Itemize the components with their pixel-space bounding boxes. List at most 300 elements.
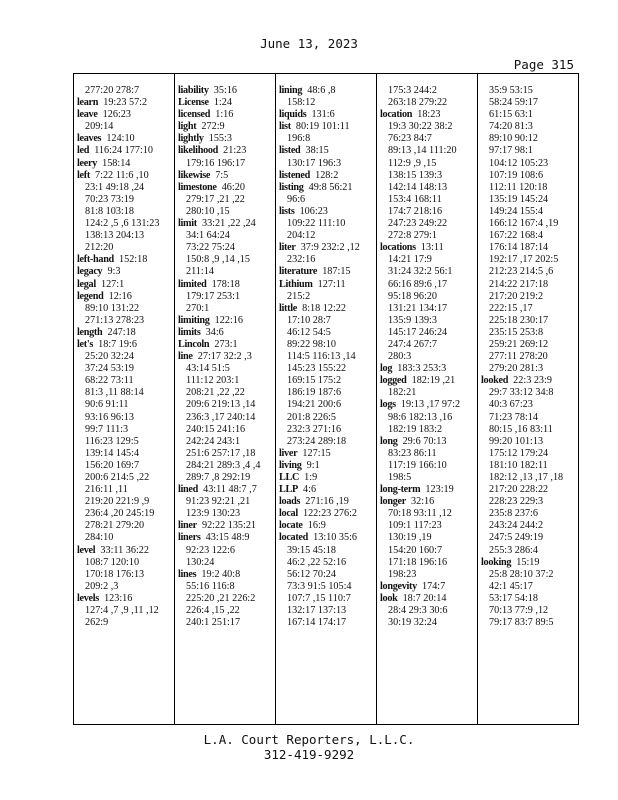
index-entry <box>77 97 174 109</box>
index-term: local <box>279 508 298 520</box>
index-entry <box>279 145 376 157</box>
index-references: 8:18 12:22 <box>302 302 346 314</box>
index-term: legal <box>77 278 96 290</box>
index-entry <box>77 279 174 291</box>
index-continuation <box>279 424 376 436</box>
index-references: 43:14 51:5 <box>186 363 230 375</box>
index-entry <box>279 170 376 182</box>
index-continuation <box>380 97 477 109</box>
index-continuation <box>380 448 477 460</box>
index-references: 243:24 244:2 <box>489 520 544 532</box>
index-entry <box>279 109 376 121</box>
index-continuation <box>481 242 578 254</box>
index-references: 255:3 286:4 <box>489 544 538 556</box>
index-continuation <box>77 436 174 448</box>
index-continuation <box>77 532 174 544</box>
index-continuation <box>380 85 477 97</box>
index-references: 198:5 <box>388 472 412 483</box>
index-continuation <box>77 617 174 629</box>
index-references: 208:21 ,22 ,22 <box>186 387 245 399</box>
index-continuation <box>481 170 578 182</box>
index-references: 117:19 166:10 <box>388 459 447 471</box>
index-references: 153:4 168:11 <box>388 193 442 205</box>
index-references: 111:12 203:1 <box>186 375 240 387</box>
index-term: left-hand <box>77 254 114 266</box>
index-references: 175:3 244:2 <box>388 85 437 96</box>
index-term: liability <box>178 85 209 96</box>
index-references: 273:24 289:18 <box>287 435 347 447</box>
index-references: 56:12 70:24 <box>287 568 336 580</box>
index-continuation <box>178 508 275 520</box>
index-term: likelihood <box>178 145 219 157</box>
index-term: listened <box>279 169 310 181</box>
index-references: 74:20 81:3 <box>489 121 533 133</box>
index-continuation <box>178 545 275 557</box>
index-term: limits <box>178 326 201 338</box>
index-continuation <box>380 460 477 472</box>
index-entry <box>178 218 275 230</box>
reporter-footer <box>0 732 618 762</box>
index-references: 139:14 145:4 <box>85 447 140 459</box>
index-references: 135:19 145:24 <box>489 193 549 205</box>
index-entry <box>178 532 275 544</box>
index-references: 79:17 83:7 89:5 <box>489 617 554 629</box>
index-term: level <box>77 544 96 556</box>
index-references: 279:20 281:3 <box>489 363 544 375</box>
index-continuation <box>481 230 578 242</box>
index-references: 187:15 <box>322 266 351 278</box>
index-term: liquids <box>279 109 307 121</box>
index-references: 25:8 28:10 37:2 <box>489 568 554 580</box>
index-term: lined <box>178 484 199 496</box>
index-references: 19:2 40:8 <box>201 568 241 580</box>
index-references: 166:12 167:4 ,19 <box>489 218 559 230</box>
index-references: 95:18 96:20 <box>388 290 437 302</box>
index-references: 127:4 ,7 ,9 ,11 ,12 <box>85 605 159 617</box>
index-references: 108:7 120:10 <box>85 556 140 568</box>
index-continuation <box>77 206 174 218</box>
index-column-3 <box>276 74 377 724</box>
index-references: 171:18 196:16 <box>388 556 448 568</box>
index-references: 212:20 <box>85 242 114 254</box>
index-references: 226:4 ,15 ,22 <box>186 605 240 617</box>
index-references: 43:15 48:9 <box>205 532 250 544</box>
index-references: 25:20 32:24 <box>85 351 134 363</box>
index-entry <box>178 327 275 339</box>
index-entry <box>77 327 174 339</box>
index-term: learn <box>77 97 99 109</box>
index-references: 236:4 ,20 245:19 <box>85 508 155 520</box>
index-references: 156:20 169:7 <box>85 459 140 471</box>
index-references: 278:21 279:20 <box>85 520 145 532</box>
index-references: 127:1 <box>100 278 125 290</box>
index-continuation <box>380 206 477 218</box>
index-term: levels <box>77 592 99 604</box>
index-term: limestone <box>178 181 217 193</box>
index-references: 158:12 <box>287 97 316 109</box>
index-references: 127:15 <box>302 447 331 459</box>
index-references: 98:6 182:13 ,16 <box>388 411 453 423</box>
index-continuation <box>481 399 578 411</box>
index-references: 109:1 117:23 <box>388 520 442 532</box>
index-references: 27:17 32:2 ,3 <box>197 351 252 363</box>
index-continuation <box>279 230 376 242</box>
index-continuation <box>279 375 376 387</box>
index-references: 89:10 131:22 <box>85 302 140 314</box>
index-entry <box>279 242 376 254</box>
index-references: 145:23 155:22 <box>287 363 347 375</box>
index-term: liver <box>279 447 298 459</box>
index-references: 70:13 77:9 ,12 <box>489 605 549 617</box>
index-references: 92:22 135:21 <box>201 520 257 532</box>
index-continuation <box>481 520 578 532</box>
index-continuation <box>279 315 376 327</box>
index-references: 34:1 64:24 <box>186 230 230 242</box>
index-references: 22:3 23:9 <box>513 375 552 387</box>
index-references: 112:11 120:18 <box>489 181 548 193</box>
index-references: 89:22 98:10 <box>287 338 336 350</box>
index-continuation <box>77 472 174 484</box>
index-references: 38:15 <box>305 145 329 157</box>
index-entry <box>279 303 376 315</box>
index-continuation <box>178 605 275 617</box>
index-entry <box>380 484 477 496</box>
index-references: 182:12 ,13 ,17 ,18 <box>489 472 564 483</box>
index-continuation <box>77 569 174 581</box>
index-entry <box>77 133 174 145</box>
index-references: 97:17 98:1 <box>489 145 533 157</box>
index-entry <box>77 339 174 351</box>
index-references: 18:7 19:6 <box>98 338 137 350</box>
index-term: loads <box>279 496 301 508</box>
index-references: 116:23 129:5 <box>85 435 139 447</box>
index-references: 17:10 28:7 <box>287 314 331 326</box>
index-references: 43:11 48:7 ,7 <box>203 484 257 496</box>
index-continuation <box>279 133 376 145</box>
index-continuation <box>77 121 174 133</box>
index-term: longevity <box>380 580 417 592</box>
index-references: 123:19 <box>425 484 454 496</box>
index-references: 19:3 30:22 38:2 <box>388 121 453 133</box>
index-continuation <box>380 472 477 484</box>
index-entry <box>77 254 174 266</box>
index-continuation <box>77 605 174 617</box>
index-continuation <box>279 158 376 170</box>
index-term: listing <box>279 181 304 193</box>
index-references: 198:23 <box>388 568 417 580</box>
index-continuation <box>77 496 174 508</box>
index-references: 80:19 101:11 <box>295 121 350 133</box>
index-references: 128:2 <box>315 169 339 181</box>
index-continuation <box>481 617 578 629</box>
index-references: 175:12 179:24 <box>489 447 549 459</box>
index-continuation <box>178 460 275 472</box>
index-continuation <box>481 436 578 448</box>
index-references: 277:20 278:7 <box>85 85 140 96</box>
index-references: 131:6 <box>311 109 335 121</box>
index-references: 214:22 217:18 <box>489 278 549 290</box>
index-entry <box>178 170 275 182</box>
index-references: 271:16 ,19 <box>305 496 349 508</box>
index-term: LLC <box>279 472 300 483</box>
index-continuation <box>279 581 376 593</box>
index-references: 30:19 32:24 <box>388 617 437 629</box>
index-term: limited <box>178 278 207 290</box>
index-references: 259:21 269:12 <box>489 338 549 350</box>
index-entry <box>279 121 376 133</box>
index-references: 280:10 ,15 <box>186 205 230 217</box>
index-references: 13:10 35:6 <box>313 532 357 544</box>
index-continuation <box>481 218 578 230</box>
index-references: 138:13 204:13 <box>85 230 145 242</box>
index-references: 170:18 176:13 <box>85 568 145 580</box>
index-continuation <box>178 230 275 242</box>
index-continuation <box>279 399 376 411</box>
index-continuation <box>77 363 174 375</box>
index-references: 46:2 ,22 52:16 <box>287 556 347 568</box>
index-entry <box>279 266 376 278</box>
index-references: 240:15 241:16 <box>186 423 246 435</box>
index-continuation <box>178 194 275 206</box>
index-entry <box>178 133 275 145</box>
index-references: 240:1 251:17 <box>186 617 241 629</box>
index-continuation <box>481 387 578 399</box>
index-references: 179:17 253:1 <box>186 290 241 302</box>
index-references: 107:19 108:6 <box>489 169 544 181</box>
index-references: 235:15 253:8 <box>489 326 544 338</box>
index-references: 80:15 ,16 83:11 <box>489 423 553 435</box>
index-references: 35:9 53:15 <box>489 85 533 96</box>
index-references: 21:23 <box>223 145 247 157</box>
index-references: 272:9 <box>201 121 225 133</box>
index-references: 126:23 <box>102 109 131 121</box>
index-continuation <box>380 569 477 581</box>
index-references: 29:6 70:13 <box>402 435 447 447</box>
index-continuation <box>279 617 376 629</box>
index-column-2 <box>175 74 276 724</box>
index-references: 145:17 246:24 <box>388 326 448 338</box>
reporter-name: L.A. Court Reporters, L.L.C. <box>203 732 415 747</box>
index-references: 271:13 278:23 <box>85 314 145 326</box>
index-term: location <box>380 109 413 121</box>
index-references: 31:24 32:2 56:1 <box>388 266 453 278</box>
index-term: looked <box>481 375 509 387</box>
index-references: 211:14 <box>186 266 214 278</box>
index-continuation <box>178 557 275 569</box>
index-references: 217:20 228:22 <box>489 484 549 496</box>
index-references: 33:21 ,22 ,24 <box>201 218 256 230</box>
index-continuation <box>481 266 578 278</box>
index-term: logged <box>380 375 407 387</box>
index-references: 37:9 232:2 ,12 <box>300 242 360 254</box>
index-references: 73:3 91:5 105:4 <box>287 580 352 592</box>
index-references: 23:1 49:18 ,24 <box>85 181 145 193</box>
index-continuation <box>481 472 578 484</box>
index-continuation <box>279 363 376 375</box>
index-references: 216:11 ,11 <box>85 484 128 496</box>
index-entry <box>178 569 275 581</box>
index-entry <box>178 339 275 351</box>
index-continuation <box>481 363 578 375</box>
index-continuation <box>481 532 578 544</box>
index-references: 37:24 53:19 <box>85 363 134 375</box>
index-term: Lithium <box>279 278 313 290</box>
index-continuation <box>481 460 578 472</box>
index-references: 154:20 160:7 <box>388 544 443 556</box>
index-references: 49:8 56:21 <box>308 181 353 193</box>
index-continuation <box>77 242 174 254</box>
index-references: 124:2 ,5 ,6 131:23 <box>85 218 160 230</box>
index-references: 35:16 <box>213 85 238 96</box>
index-continuation <box>380 121 477 133</box>
index-references: 33:11 36:22 <box>100 544 149 556</box>
index-continuation <box>77 85 174 97</box>
index-references: 132:17 137:13 <box>287 605 347 617</box>
index-references: 107:7 ,15 110:7 <box>287 592 351 604</box>
index-continuation <box>481 484 578 496</box>
index-entry <box>279 484 376 496</box>
index-references: 68:22 73:11 <box>85 375 134 387</box>
index-references: 12:16 <box>108 290 132 302</box>
index-references: 179:16 196:17 <box>186 157 246 169</box>
index-references: 130:24 <box>186 556 215 568</box>
index-term: lists <box>279 205 295 217</box>
index-term: leave <box>77 109 98 121</box>
index-term: length <box>77 326 103 338</box>
index-references: 46:12 54:5 <box>287 326 331 338</box>
index-references: 235:8 237:6 <box>489 508 538 520</box>
index-references: 167:22 168:4 <box>489 230 544 242</box>
index-continuation <box>279 569 376 581</box>
index-references: 262:9 <box>85 617 109 629</box>
index-references: 96:6 <box>287 193 306 205</box>
index-entry <box>178 145 275 157</box>
index-references: 29:7 33:12 34:8 <box>489 387 554 399</box>
index-references: 1:9 <box>304 472 318 483</box>
index-references: 155:3 <box>208 133 232 145</box>
index-continuation <box>279 339 376 351</box>
index-entry <box>380 242 477 254</box>
index-references: 219:20 221:9 ,9 <box>85 496 150 508</box>
index-term: licensed <box>178 109 211 121</box>
index-column-5 <box>478 74 578 724</box>
index-continuation <box>279 97 376 109</box>
index-term: legend <box>77 290 104 302</box>
index-references: 247:18 <box>107 326 136 338</box>
index-references: 70:23 73:19 <box>85 193 134 205</box>
index-entry <box>178 121 275 133</box>
index-continuation <box>178 375 275 387</box>
index-column-4 <box>377 74 478 724</box>
index-continuation <box>380 339 477 351</box>
index-continuation <box>380 315 477 327</box>
index-references: 131:21 134:17 <box>388 302 448 314</box>
index-references: 183:3 253:3 <box>397 363 447 375</box>
index-references: 194:21 200:6 <box>287 399 342 411</box>
index-references: 242:24 243:1 <box>186 435 241 447</box>
index-continuation <box>279 605 376 617</box>
index-references: 182:21 <box>388 387 417 399</box>
index-continuation <box>178 472 275 484</box>
index-references: 176:14 187:14 <box>489 242 549 254</box>
index-term: locate <box>279 520 303 532</box>
index-continuation <box>380 508 477 520</box>
index-references: 34:6 <box>205 326 224 338</box>
index-references: 76:23 84:7 <box>388 133 432 145</box>
index-references: 39:15 45:18 <box>287 544 336 556</box>
index-continuation <box>77 194 174 206</box>
index-continuation <box>77 218 174 230</box>
index-entry <box>178 85 275 97</box>
word-index-table <box>73 73 579 725</box>
index-continuation <box>77 412 174 424</box>
index-entry <box>77 170 174 182</box>
index-continuation <box>178 266 275 278</box>
index-references: 114:5 116:13 ,14 <box>287 351 356 363</box>
index-references: 4:6 <box>303 484 317 496</box>
index-continuation <box>380 158 477 170</box>
index-references: 1:24 <box>213 97 232 109</box>
index-term: log <box>380 363 393 375</box>
index-references: 81:3 ,11 88:14 <box>85 387 144 399</box>
index-references: 280:3 <box>388 351 412 363</box>
reporter-phone: 312-419-9292 <box>263 747 355 762</box>
index-references: 16:9 <box>307 520 326 532</box>
index-term: long-term <box>380 484 421 496</box>
index-continuation <box>481 412 578 424</box>
index-references: 277:11 278:20 <box>489 351 548 363</box>
index-references: 73:22 75:24 <box>186 242 235 254</box>
index-entry <box>178 97 275 109</box>
index-continuation <box>178 254 275 266</box>
index-term: limiting <box>178 314 210 326</box>
index-term: LLP <box>279 484 298 496</box>
index-continuation <box>380 351 477 363</box>
index-continuation <box>178 496 275 508</box>
index-references: 89:13 ,14 111:20 <box>388 145 457 157</box>
index-continuation <box>380 387 477 399</box>
transcript-date: June 13, 2023 <box>260 36 358 51</box>
index-term: liter <box>279 242 296 254</box>
index-continuation <box>380 545 477 557</box>
index-continuation <box>178 242 275 254</box>
index-references: 181:10 182:11 <box>489 459 548 471</box>
index-continuation <box>279 387 376 399</box>
index-references: 289:7 ,8 292:19 <box>186 472 251 483</box>
index-continuation <box>77 581 174 593</box>
index-term: legacy <box>77 266 103 278</box>
index-term: limit <box>178 218 197 230</box>
index-continuation <box>481 339 578 351</box>
index-continuation <box>481 97 578 109</box>
index-continuation <box>481 303 578 315</box>
index-references: 236:3 ,17 240:14 <box>186 411 256 423</box>
index-term: light <box>178 121 197 133</box>
index-references: 123:9 130:23 <box>186 508 241 520</box>
index-references: 109:22 111:10 <box>287 218 346 230</box>
index-continuation <box>178 448 275 460</box>
index-references: 46:20 <box>221 181 245 193</box>
index-entry <box>178 484 275 496</box>
index-references: 263:18 279:22 <box>388 97 448 109</box>
index-references: 61:15 63:1 <box>489 109 533 121</box>
index-entry <box>178 182 275 194</box>
index-entry <box>77 593 174 605</box>
index-entry <box>279 496 376 508</box>
index-term: looking <box>481 556 512 568</box>
index-references: 279:17 ,21 ,22 <box>186 193 245 205</box>
index-references: 247:4 267:7 <box>388 338 437 350</box>
